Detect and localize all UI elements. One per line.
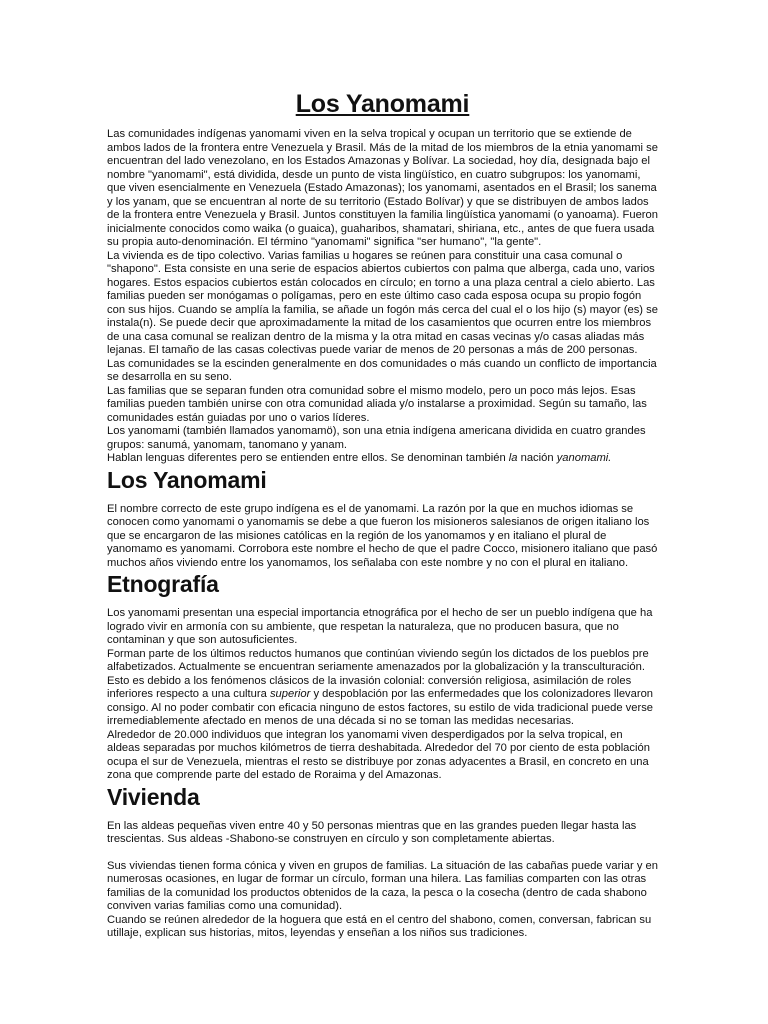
- intro-paragraph-4: Los yanomami (también llamados yanomamö), son una etnia indígena americana dividida en cuatro grandes grupos: sanumá, yanomam, tanomano y yanam.: [107, 425, 646, 451]
- intro-section: [107, 128, 658, 466]
- intro-p5-text-b: nación: [517, 452, 557, 464]
- intro-p5-italic-1: la: [508, 452, 518, 464]
- section-heading: Vivienda: [107, 783, 200, 810]
- section-paragraph: En las aldeas pequeñas viven entre 40 y 50 personas mientras que en las grandes pueden llegar hasta las trescientas. Sus aldeas -Shabono-se construyen en círculo y son completamente abiertas.: [107, 819, 637, 845]
- p3-text-a: Esto es debido a los fenómenos clásicos de la invasión colonial: conversión religiosa, asimilación de roles inferiores respecto a una cultura: [107, 674, 632, 700]
- section-paragraph: [107, 675, 658, 729]
- intro-paragraph-3: Las familias que se separan funden otra comunidad sobre el mismo modelo, pero un poco más lejos. Esas familias pueden también unirse con otra comunidad aliada y/o instalarse a proximidad. Según su tamaño, las comunidades están guiadas por uno o varios líderes.: [107, 384, 647, 424]
- paragraph-gap: [107, 847, 658, 860]
- section-paragraph: Forman parte de los últimos reductos humanos que continúan viviendo según los dictados de los pueblos pre alfabetizados. Actualmente se encuentran seriamente amenazados por la globalización y la transculturación.: [107, 647, 649, 673]
- section-vivienda: [107, 784, 658, 941]
- p3-italic: superior: [269, 688, 311, 700]
- section-paragraph: Sus viviendas tienen forma cónica y viven en grupos de familias. La situación de las cabañas puede variar y en numerosas ocasiones, en lugar de formar un círculo, forman una hilera. Las familias comparten con las otras familias de la comunidad los productos obtenidos de la caza, la pesca o la cosecha (dentro de cada shabono conviven varias familias como una comunidad).: [107, 859, 658, 912]
- section-paragraph: El nombre correcto de este grupo indígena es el de yanomami. La razón por la que en muchos idiomas se conocen como yanomami o yanomamis se debe a que fueron los misioneros salesianos de origen italiano los que se encargaron de las misiones católicas en la región de los yanomamos y en italiano el plural de yanomamo es yanomami. Corrobora este nombre el hecho de que el padre Cocco, misionero italiano que pasó muchos años viviendo entre los yanomamos, los señalaba con este nombre y no con el plural en italiano.: [107, 502, 658, 569]
- section-paragraph: Alrededor de 20.000 individuos que integran los yanomami viven desperdigados por la selva tropical, en aldeas separadas por muchos kilómetros de tierra deshabitada. Alrededor del 70 por ciento de esta población ocupa el sur de Venezuela, mientras el resto se distribuye por zonas adyacentes a Brasil, en concreto en una zona que comprende parte del estado de Roraima y del Amazonas.: [107, 728, 650, 781]
- p3-text-b: y despoblación por las enfermedades que los colonizadores llevaron consigo. Al no poder combatir con eficacia ninguno de estos factores, su estilo de vida tradicional puede verse irremediablemente afectado en menos de una década si no se toman las medidas necesarias.: [107, 688, 654, 727]
- section-paragraph: Los yanomami presentan una especial importancia etnográfica por el hecho de ser un pueblo indígena que ha logrado vivir en armonía con su ambiente, que respetan la naturaleza, que no producen basura, que no contaminan y que son autosuficientes.: [107, 607, 653, 646]
- section-heading: Los Yanomami: [107, 466, 267, 493]
- intro-p5-text-a: Hablan lenguas diferentes pero se entienden entre ellos. Se denominan también: [107, 452, 509, 464]
- intro-paragraph-2: La vivienda es de tipo colectivo. Varias familias u hogares se reúnen para constituir una casa comunal o "shapono". Esta consiste en una serie de espacios abiertos cubiertos con palma que alberga, cada uno, varios hogares. Estos espacios cubiertos están colocados en círculo; en torno a una plaza central a cielo abierto. Las familias pueden ser monógamas o polígamas, pero en este último caso cada esposa ocupa su propio fogón con sus hijos. Cuando se amplía la familia, se añade un fogón más cerca del cual el o los hijo (s) mayor (es) se instala(n). Se puede decir que aproximadamente la mitad de los casamientos que ocurren entre los miembros de una casa comunal se realizan dentro de la misma y la otra mitad en casas vecinas y/o casas aliadas más lejanas. El tamaño de las casas colectivas puede variar de menos de 20 personas a más de 200 personas. Las comunidades se la escinden generalmente en dos comunidades o más cuando un conflicto de importancia se desarrolla en su seno.: [107, 249, 658, 383]
- document-title: Los Yanomami: [295, 90, 470, 118]
- section-paragraph: Cuando se reúnen alrededor de la hoguera que está en el centro del shabono, comen, conversan, fabrican su utillaje, explican sus historias, mitos, leyendas y enseñan a los niños sus tradiciones.: [107, 913, 652, 939]
- section-los-yanomami: [107, 467, 658, 571]
- intro-p5-italic-2: yanomami.: [556, 452, 612, 464]
- section-etnografia: [107, 571, 658, 783]
- intro-paragraph-5: [107, 452, 658, 466]
- intro-paragraph-1: Las comunidades indígenas yanomami viven en la selva tropical y ocupan un territorio que se extiende de ambos lados de la frontera entre Venezuela y Brasil. Más de la mitad de los miembros de la etnia yanomami se encuentran del lado venezolano, en los Estados Amazonas y Bolívar. La sociedad, hoy día, designada bajo el nombre "yanomami", está dividida, desde un punto de vista lingüístico, en cuatro subgrupos: los yanomami, que viven esencialmente en Venezuela (Estado Amazonas); los yanomami, asentados en el Brasil; los sanema y los yanam, que se encuentran al norte de su territorio (Estado Bolívar) y que se distribuyen de ambos lados de la frontera entre Venezuela y Brasil. Juntos constituyen la familia lingüística yanomami (o yanoama). Fueron inicialmente conocidos como waika (o guaica), guaharibos, shamatari, shiriana, etc., antes de que fuera usada su propia auto-denominación. El término "yanomami" significa "ser humano", "la gente".: [107, 128, 658, 248]
- section-heading: Etnografía: [107, 571, 219, 597]
